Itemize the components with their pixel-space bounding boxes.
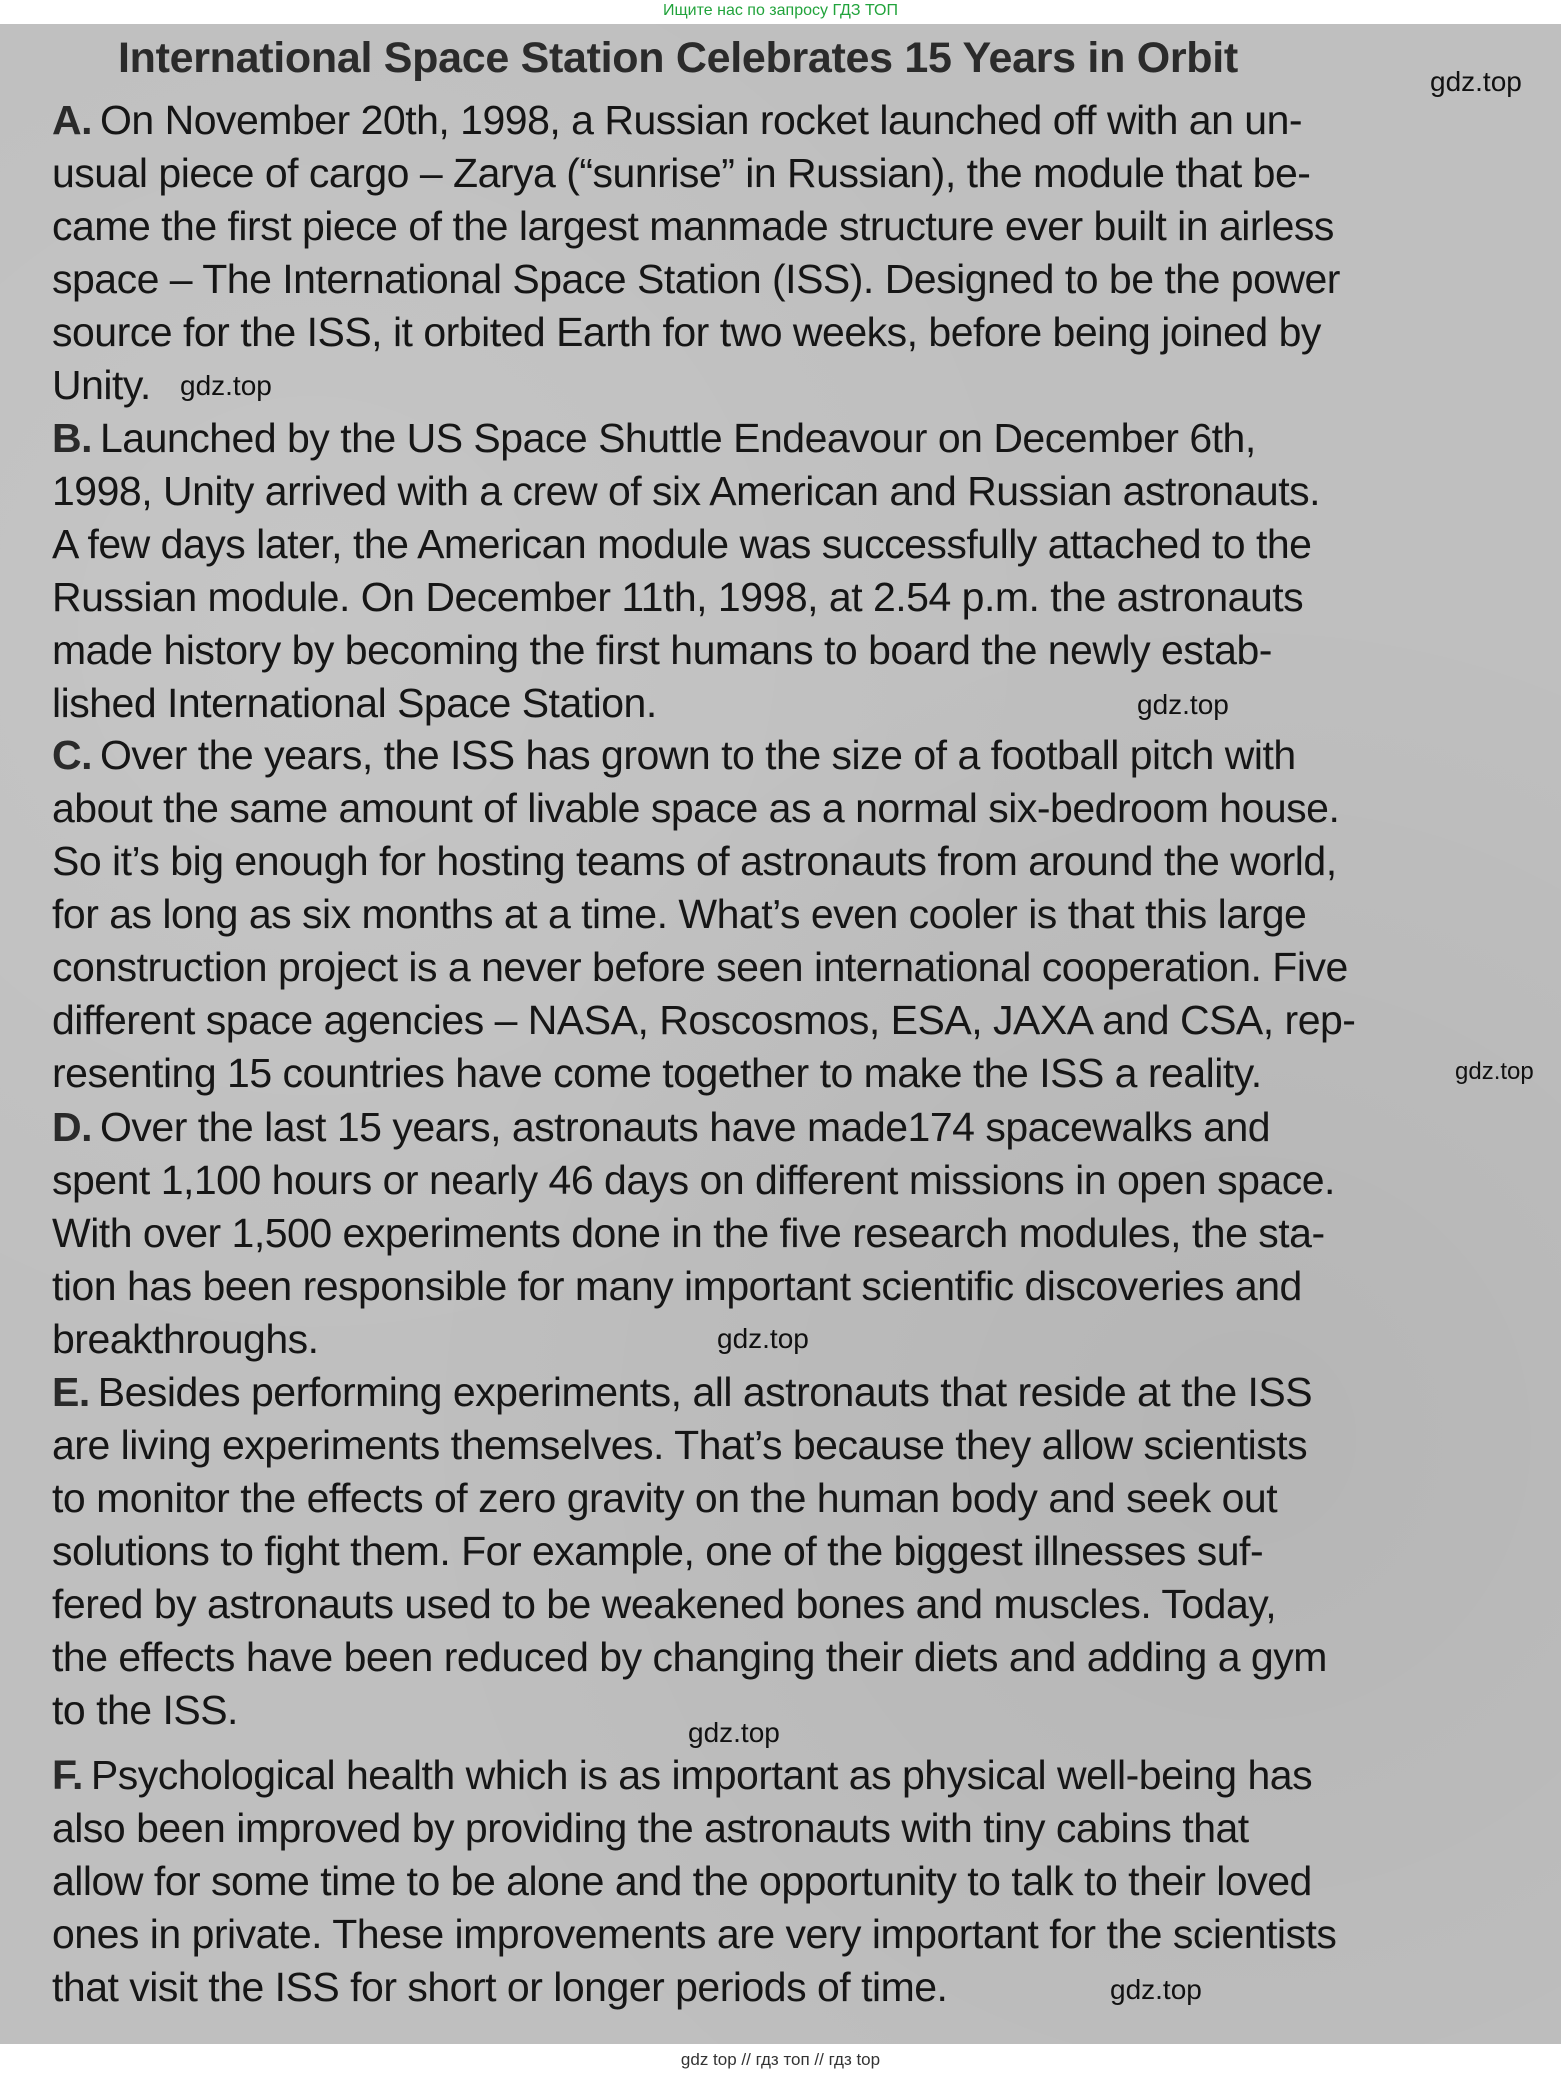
section-b — [52, 412, 1522, 730]
text-line — [52, 1366, 1522, 1419]
text-line — [52, 1101, 1522, 1154]
text-line: source for the ISS, it orbited Earth for two weeks, before being joined by — [52, 309, 1321, 355]
text-line: that visit the ISS for short or longer periods of time. — [52, 1964, 948, 2010]
text-line: A few days later, the American module was successfully attached to the — [52, 521, 1312, 567]
section-f — [52, 1749, 1522, 2014]
line-text: Launched by the US Space Shuttle Endeavour on December 6th, — [100, 415, 1256, 461]
watermark: gdz.top — [1455, 1058, 1534, 1085]
text-line — [52, 412, 1522, 465]
text-line: to monitor the effects of zero gravity on the human body and seek out — [52, 1475, 1278, 1521]
text-line: came the first piece of the largest manmade structure ever built in airless — [52, 203, 1334, 249]
text-line: allow for some time to be alone and the opportunity to talk to their loved — [52, 1858, 1312, 1904]
watermark: gdz.top — [717, 1323, 809, 1354]
text-line: construction project is a never before seen international cooperation. Five — [52, 944, 1348, 990]
section-letter: A. — [52, 97, 92, 143]
text-line: Unity. — [52, 362, 151, 408]
text-line: So it’s big enough for hosting teams of astronauts from around the world, — [52, 838, 1337, 884]
text-line: different space agencies – NASA, Roscosmos, ESA, JAXA and CSA, rep- — [52, 997, 1356, 1043]
article-title: International Space Station Celebrates 15 Years in Orbit — [118, 34, 1238, 82]
text-line — [52, 94, 1522, 147]
top-banner[interactable]: Ищите нас по запросу ГДЗ ТОП — [663, 2, 898, 19]
section-c — [52, 729, 1522, 1100]
line-text: Over the years, the ISS has grown to the size of a football pitch with — [100, 732, 1296, 778]
text-line: usual piece of cargo – Zarya (“sunrise” in Russian), the module that be- — [52, 150, 1311, 196]
text-line: also been improved by providing the astronauts with tiny cabins that — [52, 1805, 1249, 1851]
line-text: Psychological health which is as important as physical well-being has — [90, 1752, 1313, 1798]
section-a — [52, 94, 1522, 412]
section-letter: F. — [52, 1752, 83, 1798]
section-e — [52, 1366, 1522, 1737]
text-line: ones in private. These improvements are very important for the scientists — [52, 1911, 1337, 1957]
text-line: about the same amount of livable space as a normal six-bedroom house. — [52, 785, 1340, 831]
line-text: Over the last 15 years, astronauts have made174 spacewalks and — [100, 1104, 1271, 1150]
text-line: resenting 15 countries have come together to make the ISS a reality. — [52, 1050, 1262, 1096]
bottom-footer[interactable]: gdz top // гдз топ // гдз top — [680, 2050, 881, 2069]
text-line: spent 1,100 hours or nearly 46 days on different missions in open space. — [52, 1157, 1335, 1203]
text-line: fered by astronauts used to be weakened bones and muscles. Today, — [52, 1581, 1277, 1627]
text-line: solutions to fight them. For example, one of the biggest illnesses suf- — [52, 1528, 1264, 1574]
text-line: lished International Space Station. — [52, 680, 657, 726]
watermark: gdz.top — [180, 370, 272, 401]
text-line: to the ISS. — [52, 1687, 238, 1733]
text-line: made history by becoming the first humans to board the newly estab- — [52, 627, 1272, 673]
text-line — [52, 729, 1522, 782]
section-letter: E. — [52, 1369, 90, 1415]
text-line — [52, 1749, 1522, 1802]
line-text: On November 20th, 1998, a Russian rocket launched off with an un- — [100, 97, 1303, 143]
section-letter: B. — [52, 415, 92, 461]
line-text: Besides performing experiments, all astronauts that reside at the ISS — [97, 1369, 1313, 1415]
watermark: gdz.top — [688, 1717, 780, 1748]
watermark: gdz.top — [1110, 1974, 1202, 2005]
text-line: With over 1,500 experiments done in the five research modules, the sta- — [52, 1210, 1325, 1256]
section-letter: D. — [52, 1104, 92, 1150]
text-line: are living experiments themselves. That’s because they allow scientists — [52, 1422, 1308, 1468]
textbook-page — [0, 24, 1561, 2044]
text-line: Russian module. On December 11th, 1998, at 2.54 p.m. the astronauts — [52, 574, 1304, 620]
section-letter: C. — [52, 732, 92, 778]
text-line: space – The International Space Station (ISS). Designed to be the power — [52, 256, 1340, 302]
text-line: the effects have been reduced by changing their diets and adding a gym — [52, 1634, 1327, 1680]
text-line: tion has been responsible for many important scientific discoveries and — [52, 1263, 1302, 1309]
text-line: for as long as six months at a time. What’s even cooler is that this large — [52, 891, 1307, 937]
watermark: gdz.top — [1430, 66, 1522, 97]
text-line: 1998, Unity arrived with a crew of six American and Russian astronauts. — [52, 468, 1320, 514]
watermark: gdz.top — [1137, 689, 1229, 720]
text-line: breakthroughs. — [52, 1316, 319, 1362]
